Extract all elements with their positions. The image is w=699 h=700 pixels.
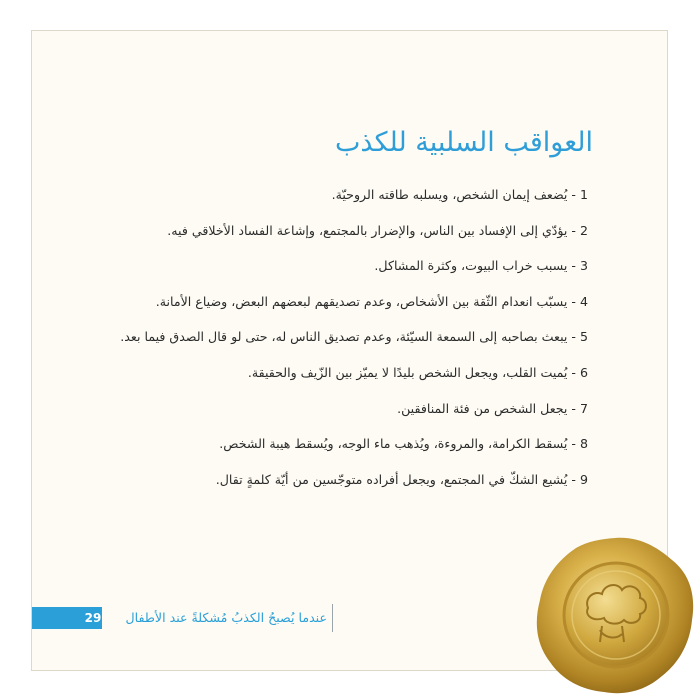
list-item: 5 - يبعث بصاحبه إلى السمعة السيّئة، وعدم تصديق الناس له، حتى لو قال الصدق فيما بعد. [120, 329, 588, 345]
list-item: 3 - يسبب خراب البيوت، وكثرة المشاكل. [374, 258, 588, 274]
list-item: 8 - يُسقط الكرامة، والمروءة، ويُذهب ماء الوجه، ويُسقط هيبة الشخص. [219, 436, 588, 452]
list-item: 9 - يُشيع الشكّ في المجتمع، ويجعل أفراده متوجّسين من أيّة كلمةٍ تقال. [215, 471, 588, 487]
wax-seal-icon [530, 530, 699, 700]
consequences-list [72, 177, 588, 497]
page-number: 29 [84, 611, 102, 625]
list-item: 4 - يسبّب انعدام الثّقة بين الأشخاص، وعدم تصديقهم لبعضهم البعض، وضياع الأمانة. [155, 293, 588, 309]
list-item: 2 - يؤدّي إلى الإفساد بين الناس، والإضرار بالمجتمع، وإشاعة الفساد الأخلاقي فيه. [167, 222, 588, 238]
list-item: 1 - يُضعف إيمان الشخص، ويسلبه طاقته الروحيّة. [331, 187, 588, 202]
list-item: 6 - يُميت القلب، ويجعل الشخص بليدًا لا يميّز بين الزّيف والحقيقة. [247, 364, 588, 380]
footer-divider [332, 604, 333, 632]
page-title: العواقب السلبية للكذب [335, 127, 593, 158]
book-title: عندما يُصبحُ الكذبُ مُشكلةً عند الأطفال [125, 610, 327, 625]
list-item: 7 - يجعل الشخص من فئة المنافقين. [397, 400, 588, 416]
